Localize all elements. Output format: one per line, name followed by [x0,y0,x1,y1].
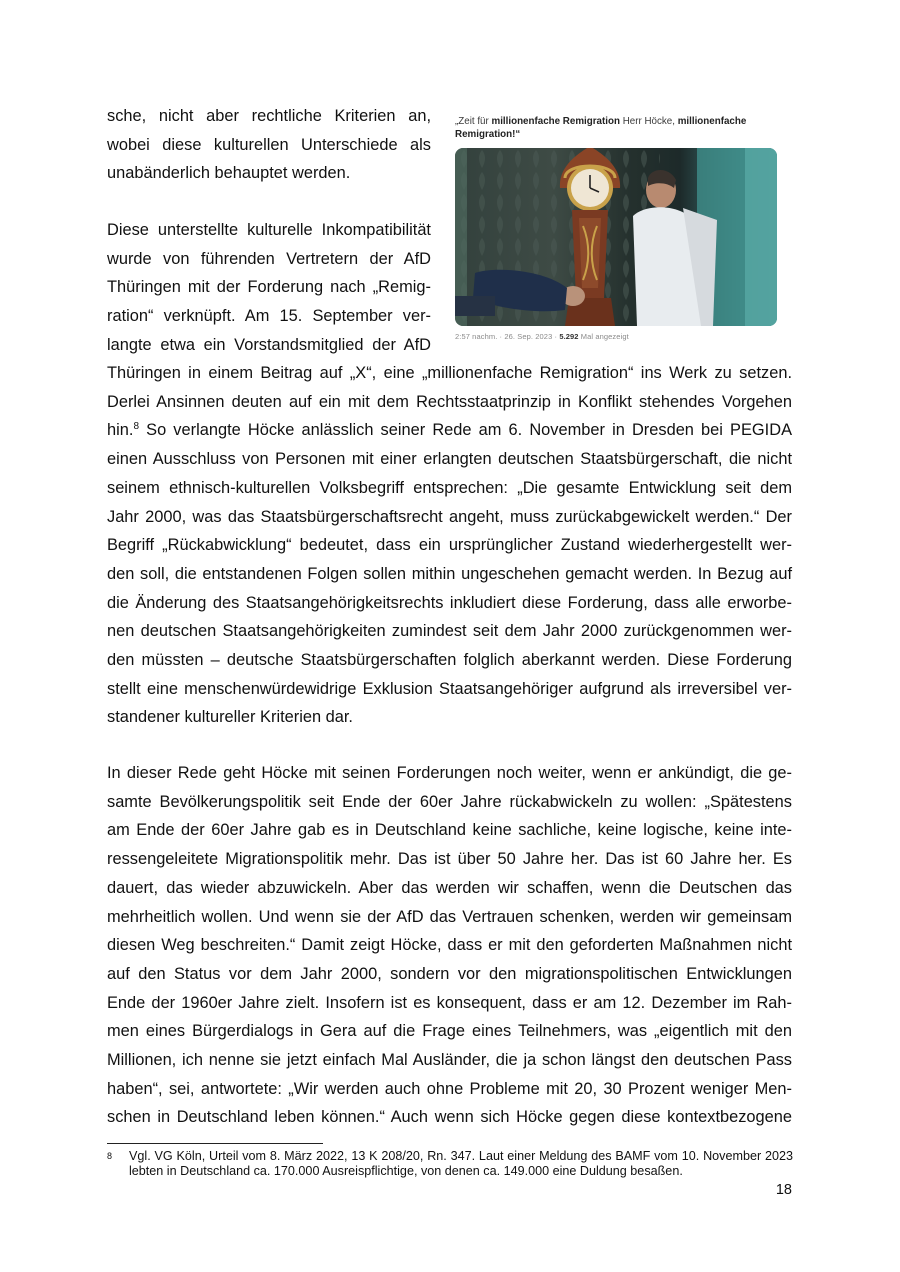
paragraph-top-b [107,216,431,360]
text-line: schen in Deutschland leben können.“ Auch wenn sich Höcke gegen diese kontextbezogene [107,1108,792,1127]
text-line: mehrheitlich wollen. Und wenn sie der AfD das Vertrauen schenken, werden wir gemeinsam [107,907,792,926]
text-line: unabänderlich behauptet werden. [107,164,351,183]
text-line: am Ende der 60er Jahre gab es in Deutschland keine sachliche, keine logische, keine inte- [107,821,792,840]
text-line: den soll, die entstandenen Folgen sollen mithin ungeschehen gemacht werden. In Bezug auf [107,564,792,583]
text-line: Ende der 1960er Jahre zielt. Insofern ist es konsequent, dass er am 12. Dezember im Rah- [107,993,792,1012]
text-line: die Änderung des Staatsangehörigkeitsrechts inkludiert diese Forderung, dass alle erworbe- [107,593,792,612]
text-line: haben“, sei, antwortete: „Wir werden auch ohne Probleme mit 20, 30 Prozent weniger Men- [107,1079,792,1098]
tweet-text-part: „Zeit für [455,116,492,127]
text-line: men eines Bürgerdialogs in Gera auf die Frage eines Teilnehmers, was „eigentlich mit den [107,1022,792,1041]
tweet-metadata [455,332,780,341]
footnote-number: 8 [107,1151,113,1161]
text-line: ration“ verknüpft. Am 15. September ver- [107,307,431,326]
tweet-text [455,116,780,141]
tweet-text-bold: millionenfache Remigration [491,116,620,127]
tweet-text-part: Herr Höcke, [619,116,678,127]
text-fragment: So verlangte Höcke anlässlich seiner Rede am 6. November in Dresden bei PEGIDA [139,421,792,440]
tweet-timestamp: 2:57 nachm. · 26. Sep. 2023 · [455,332,560,341]
text-line: seinem ethnisch-kulturellen Volksbegriff entsprechen: „Die gesamte Entwicklung seit dem [107,478,792,497]
text-line: Millionen, ich nenne sie jetzt einfach Mal Ausländer, die ja schon längst den deutschen Pass [107,1051,792,1070]
tweet-figure [455,116,780,341]
paragraph-d [107,759,792,1132]
text-line [107,416,792,445]
page-number: 18 [775,1182,792,1198]
text-line: samte Bevölkerungspolitik seit Ende der 60er Jahre rückabwickeln zu wollen: „Spätestens [107,792,792,811]
footnote-divider [107,1143,323,1144]
text-line: Thüringen in einem Beitrag auf „X“, eine „millionenfache Remigration“ ins Werk zu setzen. [107,364,792,382]
text-fragment: hin. [107,421,134,440]
text-line: auf den Status vor dem Jahr 2000, sondern vor den migrationspolitischen Entwicklungen [107,964,792,983]
clock-scene-illustration [455,148,777,326]
text-line: wobei diese kulturellen Unterschiede als [107,135,431,154]
tweet-view-label: Mal angezeigt [578,332,629,341]
text-line: nen deutschen Staatsangehörigkeiten zumindest seit dem Jahr 2000 zurückgenommen wer- [107,622,792,641]
text-line: Begriff „Rückabwicklung“ bedeutet, dass ein ursprünglicher Zustand wiederhergestellt wer- [107,536,792,555]
tweet-view-count: 5.292 [559,332,579,341]
tweet-text-bold: millionenfache Remigration!“ [455,116,747,140]
text-line: ressengeleitete Migrationspolitik mehr. Das ist über 50 Jahre her. Das ist 60 Jahre her. Es [107,850,792,869]
text-line: standener kultureller Kriterien dar. [107,708,353,727]
text-line: Diese unterstellte kulturelle Inkompatibilität [107,221,431,239]
text-line: Derlei Ansinnen deuten auf ein mit dem Rechtsstaatprinzip in Konflikt stehendes Vorgehen [107,392,792,411]
text-line: In dieser Rede geht Höcke mit seinen Forderungen noch weiter, wenn er ankündigt, die ge- [107,764,792,782]
paragraph-c [107,359,792,732]
footnote [107,1149,793,1179]
paragraph-top-a [107,102,431,188]
text-line: diesen Weg beschreiten.“ Damit zeigt Höcke, dass er mit den geforderten Maßnahmen nicht [107,936,792,955]
text-line: sche, nicht aber rechtliche Kriterien an, [107,107,431,125]
text-line: dauert, das wieder abzuwickeln. Aber das werden wir schaffen, wenn die Deutschen das [107,878,792,897]
text-line: den müssten – deutsche Staatsbürgerschaften folglich aberkannt werden. Diese Forderung [107,651,792,670]
text-line: einen Ausschluss von Personen mit einer erlangten deutschen Staatsbürgerschaft, die nicht [107,450,792,469]
text-line: langte etwa ein Vorstandsmitglied der AfD [107,335,431,354]
footnote-reference[interactable]: 8 [133,421,139,433]
text-line: Thüringen mit der Forderung nach „Remig- [107,278,431,297]
text-line: stellt eine menschenwürdewidrige Exklusion Staatsangehöriger aufgrund als irreversibel ver- [107,679,792,698]
footnote-text: Vgl. VG Köln, Urteil vom 8. März 2022, 13 K 208/20, Rn. 347. Laut einer Meldung des BAMF vom 10. November 2023 lebten in Deutschland ca. 170.000 Ausreispflichtige, von denen ca. 149.000 eine Duldung besaßen. [129,1149,793,1179]
text-line: Jahr 2000, was das Staatsbürgerschaftsrecht angeht, muss zurückabgewickelt werden.“ Der [107,507,792,526]
tweet-photo [455,148,777,326]
text-line: wurde von führenden Vertretern der AfD [107,249,431,268]
